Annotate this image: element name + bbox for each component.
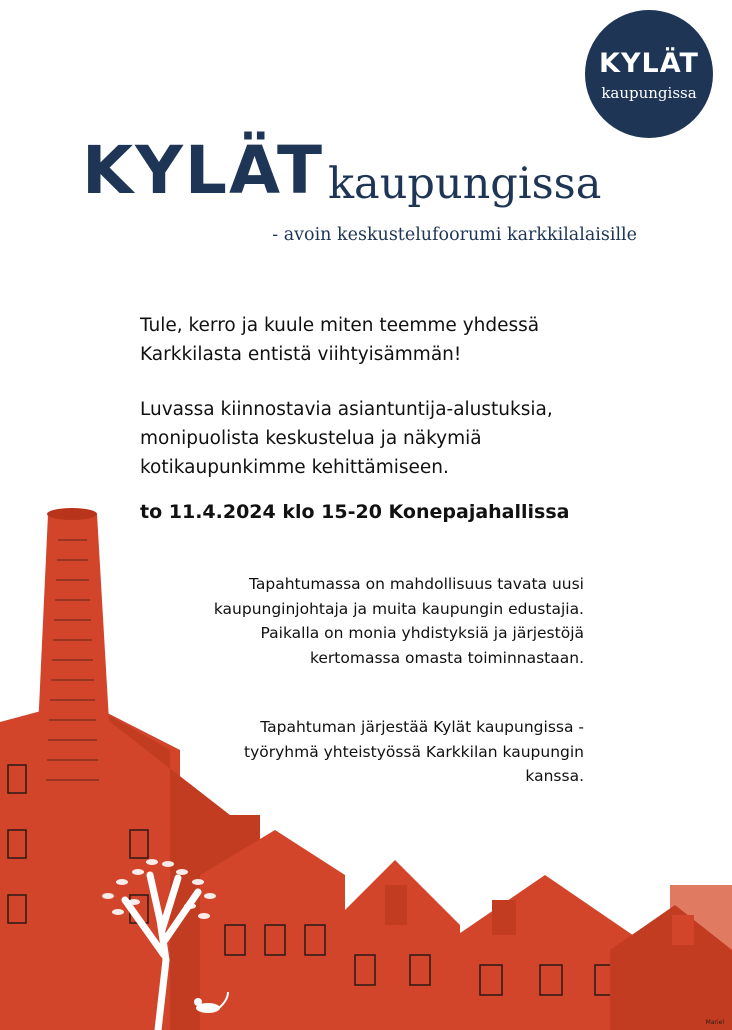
chimney-top	[47, 508, 97, 520]
page-title-kylat: KYLÄT	[82, 132, 324, 209]
intro-paragraph-2: Luvassa kiinnostavia asiantuntija-alustuksia, monipuolista keskustelua ja näkymiä kotikaupunkimme kehittämiseen.	[140, 399, 553, 478]
event-date-time: to 11.4.2024 klo 15-20 Konepajahallissa	[140, 501, 570, 523]
factory-chimney	[28, 514, 122, 945]
middle-house-chimney	[385, 885, 407, 925]
details-paragraph-2: Tapahtuman järjestää Kylät kaupungissa -työryhmä yhteistyössä Karkkilan kaupungin kanssa.	[244, 718, 584, 785]
badge-kaupungissa-text: kaupungissa	[601, 84, 697, 102]
right-house-chimney	[492, 900, 516, 935]
badge-kylat-text: KYLÄT	[599, 48, 699, 79]
details-paragraph-1: Tapahtumassa on mahdollisuus tavata uusi kaupunginjohtaja ja muita kaupungin edustajia. Paikalla on monia yhdistyksiä ja järjestöjä kertomassa omasta toiminnastaan.	[213, 575, 584, 667]
intro-paragraph-1: Tule, kerro ja kuule miten teemme yhdessä Karkkilasta entistä viihtyisämmän!	[140, 315, 540, 365]
artist-signature: Mariel	[705, 1019, 724, 1026]
event-logo-badge	[585, 10, 713, 138]
far-right-chimney	[672, 915, 694, 945]
page-title-kaupungissa: kaupungissa	[328, 159, 602, 209]
page-subtitle: - avoin keskustelufoorumi karkkilalaisille	[272, 225, 637, 245]
